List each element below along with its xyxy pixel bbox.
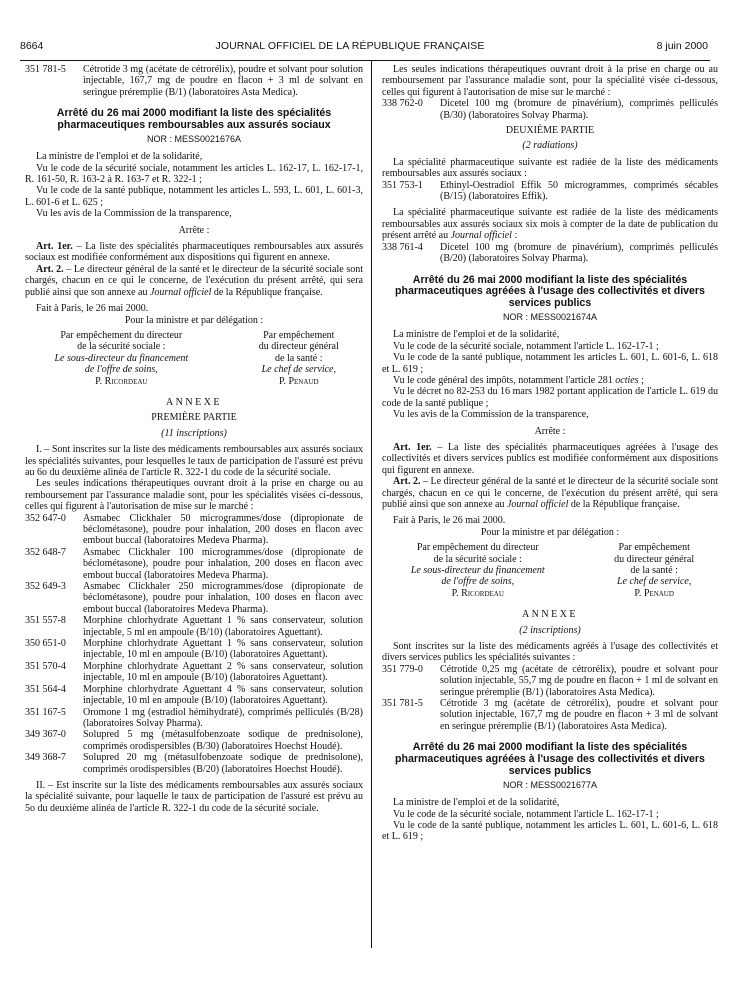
intro-line: La ministre de l'emploi et de la solidarité, [393,329,560,341]
paragraph: II. – Est inscrite sur la liste des médicaments remboursables aux assurés sociaux la spécialité suivante, pour laquelle le taux de participation de l'assuré est prévu au 5o du deuxième alinéa de l'article R. 322-1 du code de la sécurité sociale. [25,779,363,814]
vu-line [382,375,718,386]
part-heading: DEUXIÈME PARTIE [505,125,595,137]
cip-code: 351 570-4 [25,660,66,672]
entry-text: Asmabec Clickhaler 250 microgrammes/dose (dipropionate de béclométasone), poudre pour inhalation, 100 doses en flacon avec embout buccal (laboratoires Medeva Pharma). [83,581,363,615]
signature-right [590,542,718,599]
vu-text: octies [615,374,639,386]
signature-line: Par empêchement du directeur [60,329,183,341]
entry-text: Ethinyl-Oestradiol Effik 50 microgrammes, comprimés sécables (B/15) (laboratoires Effik). [440,179,718,203]
vu-line: Vu le décret no 82-253 du 16 mars 1982 portant application de l'article L. 619 du code de la santé publique ; [382,386,718,409]
list-item [25,615,363,638]
page-number: 8664 [20,40,44,52]
signature-right [235,330,363,387]
cip-code: 351 557-8 [25,615,66,627]
list-item [382,698,718,732]
signature-title: Le sous-directeur du financement [410,565,545,577]
list-item [382,242,718,265]
article-text: – Le directeur général de la santé et le directeur de la sécurité sociale sont chargés, chacun en ce qui le concerne, de l'exécution du présent arrêté, qui sera publié ainsi que son annexe au [382,476,718,510]
intro-line: La ministre de l'emploi et de la solidarité, [393,797,560,809]
column-divider [371,60,372,948]
vu-line: Vu le code de la santé publique, notamment les articles L. 601, L. 601-6, L. 618 et L. 619 ; [382,819,718,843]
paragraph: La spécialité pharmaceutique suivante est radiée de la liste des médicaments remboursables aux assurés sociaux : [382,156,718,180]
list-item [25,513,363,547]
vu-text: ; [638,374,644,386]
count-heading [382,625,718,636]
cip-code: 351 781-5 [382,698,423,710]
cip-code: 351 781-5 [25,64,66,75]
delegation-line: Pour la ministre et par délégation : [124,314,264,326]
page-header [20,38,708,54]
vu-line: Vu le code de la santé publique, notamment les articles L. 593, L. 601, L. 601-3, L. 601-6 et L. 625 ; [25,185,363,208]
entry-text: Dicetel 100 mg (bromure de pinavérium), comprimés pelliculés (B/20) (laboratoires Solvay Pharma). [440,241,718,265]
article-label: Art. 1er. [36,241,73,253]
vu-line: Vu les avis de la Commission de la transparence, [36,208,232,220]
cip-code: 350 651-0 [25,638,66,650]
cip-code: 352 647-0 [25,512,66,524]
article-text: – La liste des spécialités pharmaceutiques agréées à l'usage des collectivités et divers services publics est modifiée conformément aux dispositions qui figurent en annexe. [382,441,718,476]
list-item [382,98,718,121]
signature-line: de la santé : [630,565,678,577]
signature-title: de l'offre de soins, [84,364,158,376]
cip-code: 352 649-3 [25,581,66,593]
fait-line: Fait à Paris, le 26 mai 2000. [36,303,149,315]
signature-left [382,542,574,599]
cip-code: 338 761-4 [382,241,423,253]
vu-line: Vu le code de la santé publique, notamment les articles L. 601, L. 601-6, L. 618 et L. 619 ; [382,352,718,375]
entry-text: Cétrotide 3 mg (acétate de cétrorélix), poudre et solvant pour solution injectable, 167,7 mg de poudre en flacon + 3 ml de solvant en seringue préremplie (B/1) (laboratoires Asta Medica). [440,698,718,732]
entry-text: Morphine chlorhydrate Aguettant 2 % sans conservateur, solution injectable, 10 ml en ampoule (B/10) (laboratoires Aguettant). [83,660,363,684]
article-1 [25,241,363,264]
signature-title: Le chef de service, [261,364,336,376]
entry-text: Asmabec Clickhaler 50 microgrammes/dose (dipropionate de béclométasone), poudre pour inhalation, 200 doses en flacon avec embout buccal (laboratoires Medeva Pharma). [83,512,363,547]
arrete-title: Arrêté du 26 mai 2000 modifiant la liste des spécialités pharmaceutiques agréées à l'usage des collectivités et divers services publics [395,273,705,310]
entry-text: Dicetel 100 mg (bromure de pinavérium), comprimés pelliculés (B/30) (laboratoires Solvay Pharma). [440,98,718,121]
arrete-title: Arrêté du 26 mai 2000 modifiant la liste des spécialités pharmaceutiques remboursables aux assurés sociaux [56,107,332,132]
intro-line: La ministre de l'emploi et de la solidarité, [36,151,203,163]
entry-text: Solupred 20 mg (métasulfobenzoate sodique de prednisolone), comprimés orodispersibles (B/20) (laboratoires Hoechst Houdé). [83,752,363,775]
cip-code: 351 564-4 [25,683,66,695]
entry-text: Morphine chlorhydrate Aguettant 1 % sans conservateur, solution injectable, 10 ml en ampoule (B/10) (laboratoires Aguettant). [83,638,363,661]
signatory-name: P. Ricordeau [451,587,504,599]
issue-date: 8 juin 2000 [656,40,708,52]
nor-reference: NOR : MESS0021674A [502,311,598,322]
arrete-word: Arrête : [534,425,566,437]
jo-reference: Journal officiel [506,498,569,510]
signature-title: Le chef de service, [616,576,692,588]
list-item [25,684,363,707]
signatory-name: P. Penaud [279,375,319,387]
signature-line: de la santé : [275,352,323,364]
article-label: Art. 2. [36,263,64,275]
vu-text: Vu le code général des impôts, notamment l'article 281 [393,374,616,386]
count-text: (2 inscriptions) [519,624,581,636]
paragraph: Sont inscrites sur la liste des médicaments agréés à l'usage des collectivités et divers services publics les spécialités suivantes : [382,641,718,664]
paragraph: Les seules indications thérapeutiques ouvrant droit à la prise en charge ou au remboursement par l'assurance maladie sont, pour les spécialités visées ci-dessous, celles qui figurent à l'autorisation de mise sur le marché : [25,478,363,513]
jo-reference: Journal officiel [149,286,212,298]
article-text: de la République française. [568,498,680,510]
vu-line: Vu le code de la sécurité sociale, notamment les articles L. 162-17, L. 162-17-1, R. 161-50, R. 163-2 à R. 163-7 et R. 322-1 ; [25,162,363,186]
fait-line: Fait à Paris, le 26 mai 2000. [393,515,506,527]
signature-title: Le sous-directeur du financement [54,352,189,364]
right-column [382,64,718,843]
entry-text: Morphine chlorhydrate Aguettant 4 % sans conservateur, solution injectable, 10 ml en ampoule (B/10) (laboratoires Aguettant). [83,683,363,707]
count-heading [25,428,363,439]
list-item [25,661,363,684]
list-item [382,664,718,698]
list-item [25,64,363,98]
entry-text: Morphine chlorhydrate Aguettant 1 % sans conservateur, solution injectable, 5 ml en ampoule (B/10) (laboratoires Aguettant). [83,615,363,638]
list-item [25,752,363,775]
count-text: (11 inscriptions) [161,427,227,439]
list-item [382,180,718,203]
arrete-word: Arrête : [178,224,210,236]
signature-block [25,330,363,387]
signature-line: du directeur général [258,341,339,353]
entry-text: Cétrotide 0,25 mg (acétate de cétrorélix), poudre et solvant pour solution injectable, 55,7 mg de poudre en flacon + 1 ml de solvant en seringue préremplie (B/1) (laboratoires Asta Medica). [440,663,718,698]
cip-code: 338 762-0 [382,98,423,110]
cip-code: 351 779-0 [382,663,423,675]
annexe-heading: ANNEXE [165,396,223,408]
nor-reference: NOR : MESS0021677A [502,779,598,790]
signature-line: de la sécurité sociale : [77,341,166,353]
article-text: – Le directeur général de la santé et le directeur de la sécurité sociale sont chargés, chacun en ce qui le concerne, de l'exécution du présent arrêté, qui sera publié ainsi que son annexe au [25,263,363,298]
signature-title: de l'offre de soins, [441,576,515,588]
signature-line: de la sécurité sociale : [433,553,522,565]
annexe-heading: ANNEXE [521,609,579,621]
signature-line: Par empêchement du directeur [416,542,539,554]
article-label: Art. 1er. [393,441,432,453]
paragraph-text: : [511,230,518,242]
list-item [25,638,363,661]
nor-reference: NOR : MESS0021676A [146,133,242,144]
header-rule [20,60,710,61]
cip-code: 349 368-7 [25,752,66,764]
cip-code: 352 648-7 [25,546,66,558]
article-text: – La liste des spécialités pharmaceutiques remboursables aux assurés sociaux est modifiée conformément aux dispositions qui figurent en annexe. [25,241,364,264]
list-item [25,581,363,615]
article-text: de la République française. [211,286,323,298]
list-item [25,707,363,730]
cip-code: 349 367-0 [25,729,66,741]
arrete-title: Arrêté du 26 mai 2000 modifiant la liste des spécialités pharmaceutiques agréées à l'usage des collectivités et divers services publics [395,741,705,777]
paragraph [382,207,718,241]
vu-line: Vu les avis de la Commission de la transparence, [393,409,589,421]
vu-line: Vu le code de la sécurité sociale, notamment l'article L. 162-17-1 ; [393,808,659,820]
signature-line: Par empêchement [263,329,335,341]
journal-title: JOURNAL OFFICIEL DE LA RÉPUBLIQUE FRANÇAISE [215,40,485,52]
article-2 [25,264,363,298]
entry-text: Cétrotide 3 mg (acétate de cétrorélix), poudre et solvant pour solution injectable, 167,7 mg de poudre en flacon + 3 ml de solvant en seringue préremplie (B/1) (laboratoires Asta Medica). [83,64,363,98]
signatory-name: P. Ricordeau [95,375,148,387]
article-label: Art. 2. [393,476,421,488]
entry-text: Oromone 1 mg (estradiol hémihydraté), comprimés pelliculés (B/28) (laboratoires Solvay Pharma). [83,706,363,729]
paragraph: I. – Sont inscrites sur la liste des médicaments remboursables aux assurés sociaux les spécialités suivantes, pour lesquelles le taux de participation de l'assuré est prévu au 6o du deuxième alinéa de l'article R. 322-1 du code de la sécurité sociale. [25,444,363,478]
signature-left [25,330,218,387]
paragraph: Les seules indications thérapeutiques ouvrant droit à la prise en charge ou au remboursement par l'assurance maladie sont, pour la spécialité visée ci-dessous, celles qui figurent à l'autorisation de mise sur le marché : [382,64,718,98]
signature-line: du directeur général [614,553,695,565]
entry-text: Asmabec Clickhaler 100 microgrammes/dose (dipropionate de béclométasone), poudre pour inhalation, 200 doses en flacon avec embout buccal (laboratoires Medeva Pharma). [83,546,363,581]
left-column [25,64,363,814]
vu-line: Vu le code de la sécurité sociale, notamment l'article L. 162-17-1 ; [393,340,659,352]
count-text: (2 radiations) [522,140,578,152]
jo-reference: Journal officiel [450,230,512,242]
article-2 [382,476,718,510]
entry-text: Solupred 5 mg (métasulfobenzoate sodique de prednisolone), comprimés orodispersibles (B/30) (laboratoires Hoechst Houdé). [83,729,363,752]
list-item [25,729,363,752]
cip-code: 351 167-5 [25,706,66,718]
signature-block [382,542,718,599]
delegation-line: Pour la ministre et par délégation : [480,526,620,538]
list-item [25,547,363,581]
part-heading: PREMIÈRE PARTIE [151,412,237,424]
article-1 [382,442,718,476]
paragraph-text: La spécialité pharmaceutique suivante est radiée de la liste des médicaments remboursables aux assurés sociaux six mois à compter de la date de publication du présent arrêté au [382,207,718,242]
cip-code: 351 753-1 [382,179,423,191]
count-heading [382,140,718,151]
signature-line: Par empêchement [618,542,690,554]
signatory-name: P. Penaud [634,587,674,599]
